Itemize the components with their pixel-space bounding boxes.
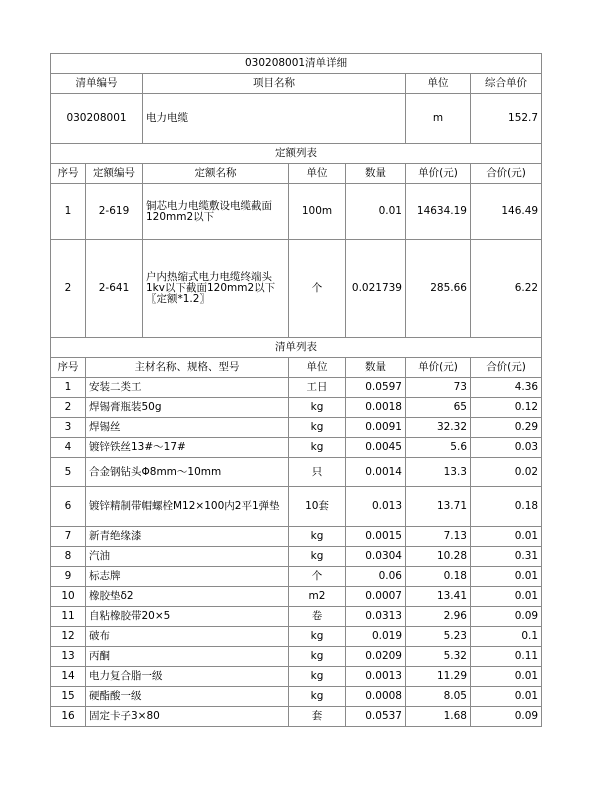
material-seq: 7 <box>51 527 86 547</box>
material-unit: kg <box>289 547 346 567</box>
material-name: 镀锌精制带帽螺栓M12×100内2平1弹垫 <box>86 487 289 527</box>
material-price: 73 <box>406 378 471 398</box>
material-row <box>51 378 542 398</box>
material-unit: 只 <box>289 458 346 487</box>
material-name-header: 主材名称、规格、型号 <box>86 358 289 378</box>
quota-qty: 0.01 <box>346 184 406 240</box>
material-name: 焊锡膏瓶装50g <box>86 398 289 418</box>
material-row <box>51 418 542 438</box>
material-row <box>51 547 542 567</box>
material-price: 11.29 <box>406 667 471 687</box>
quota-code-header: 定额编号 <box>86 164 143 184</box>
material-seq: 10 <box>51 587 86 607</box>
material-unit: 个 <box>289 567 346 587</box>
material-name: 破布 <box>86 627 289 647</box>
material-total: 0.18 <box>471 487 542 527</box>
bill-unit: m <box>406 94 471 144</box>
quota-header-row <box>51 164 542 184</box>
material-name: 镀锌铁丝13#～17# <box>86 438 289 458</box>
material-row <box>51 607 542 627</box>
title-row <box>51 54 542 74</box>
quota-code: 2-641 <box>86 240 143 338</box>
material-unit-header: 单位 <box>289 358 346 378</box>
material-qty: 0.0018 <box>346 398 406 418</box>
material-unit: kg <box>289 687 346 707</box>
material-unit: kg <box>289 627 346 647</box>
material-total: 0.09 <box>471 607 542 627</box>
material-row <box>51 527 542 547</box>
material-row <box>51 667 542 687</box>
material-price: 5.32 <box>406 647 471 667</box>
quota-unit: 个 <box>289 240 346 338</box>
material-total: 0.01 <box>471 527 542 547</box>
material-price: 13.71 <box>406 487 471 527</box>
material-seq: 13 <box>51 647 86 667</box>
quota-total: 146.49 <box>471 184 542 240</box>
material-seq: 14 <box>51 667 86 687</box>
material-qty: 0.013 <box>346 487 406 527</box>
quota-code: 2-619 <box>86 184 143 240</box>
material-seq-header: 序号 <box>51 358 86 378</box>
material-qty: 0.0597 <box>346 378 406 398</box>
bill-name-header: 项目名称 <box>143 74 406 94</box>
material-name: 焊锡丝 <box>86 418 289 438</box>
material-name: 新青绝缘漆 <box>86 527 289 547</box>
bill-code-header: 清单编号 <box>51 74 143 94</box>
material-qty: 0.0015 <box>346 527 406 547</box>
material-price: 5.6 <box>406 438 471 458</box>
quota-total-header: 合价(元) <box>471 164 542 184</box>
material-price: 1.68 <box>406 707 471 727</box>
material-total-header: 合价(元) <box>471 358 542 378</box>
material-unit: 10套 <box>289 487 346 527</box>
quota-section-title: 定额列表 <box>51 144 542 164</box>
material-seq: 5 <box>51 458 86 487</box>
material-total: 0.11 <box>471 647 542 667</box>
material-total: 4.36 <box>471 378 542 398</box>
material-price: 0.18 <box>406 567 471 587</box>
material-unit: kg <box>289 667 346 687</box>
bill-header-row <box>51 74 542 94</box>
material-name: 橡胶垫δ2 <box>86 587 289 607</box>
material-name: 合金钢钻头Φ8mm～10mm <box>86 458 289 487</box>
quota-qty: 0.021739 <box>346 240 406 338</box>
quota-row <box>51 184 542 240</box>
bill-row <box>51 94 542 144</box>
material-row <box>51 398 542 418</box>
material-unit: 工日 <box>289 378 346 398</box>
quota-seq-header: 序号 <box>51 164 86 184</box>
material-qty: 0.0537 <box>346 707 406 727</box>
material-price: 65 <box>406 398 471 418</box>
material-total: 0.02 <box>471 458 542 487</box>
material-seq: 12 <box>51 627 86 647</box>
material-name: 标志牌 <box>86 567 289 587</box>
material-name: 汽油 <box>86 547 289 567</box>
material-qty: 0.0008 <box>346 687 406 707</box>
material-qty: 0.0304 <box>346 547 406 567</box>
material-qty: 0.0313 <box>346 607 406 627</box>
quota-name-header: 定额名称 <box>143 164 289 184</box>
material-qty: 0.0091 <box>346 418 406 438</box>
material-name: 丙酮 <box>86 647 289 667</box>
material-qty: 0.06 <box>346 567 406 587</box>
material-seq: 16 <box>51 707 86 727</box>
material-qty: 0.0014 <box>346 458 406 487</box>
quota-name: 户内热缩式电力电缆终端头1kv以下截面120mm2以下〖定额*1.2〗 <box>143 240 289 338</box>
material-name: 电力复合脂一级 <box>86 667 289 687</box>
material-unit: m2 <box>289 587 346 607</box>
quota-seq: 1 <box>51 184 86 240</box>
material-row <box>51 587 542 607</box>
material-row <box>51 707 542 727</box>
material-total: 0.1 <box>471 627 542 647</box>
quota-price: 14634.19 <box>406 184 471 240</box>
material-unit: 卷 <box>289 607 346 627</box>
quota-section-row <box>51 144 542 164</box>
quota-unit-header: 单位 <box>289 164 346 184</box>
material-unit: kg <box>289 647 346 667</box>
material-price-header: 单价(元) <box>406 358 471 378</box>
material-row <box>51 627 542 647</box>
material-section-row <box>51 338 542 358</box>
material-price: 10.28 <box>406 547 471 567</box>
material-unit: kg <box>289 438 346 458</box>
material-unit: 套 <box>289 707 346 727</box>
bill-code: 030208001 <box>51 94 143 144</box>
bill-name: 电力电缆 <box>143 94 406 144</box>
material-total: 0.01 <box>471 567 542 587</box>
material-qty: 0.0013 <box>346 667 406 687</box>
material-price: 2.96 <box>406 607 471 627</box>
quota-price-header: 单价(元) <box>406 164 471 184</box>
material-name: 自粘橡胶带20×5 <box>86 607 289 627</box>
bill-unit-header: 单位 <box>406 74 471 94</box>
material-price: 32.32 <box>406 418 471 438</box>
quota-price: 285.66 <box>406 240 471 338</box>
material-name: 硬酯酸一级 <box>86 687 289 707</box>
material-row <box>51 567 542 587</box>
material-seq: 2 <box>51 398 86 418</box>
material-seq: 4 <box>51 438 86 458</box>
material-total: 0.01 <box>471 587 542 607</box>
material-total: 0.09 <box>471 707 542 727</box>
material-unit: kg <box>289 398 346 418</box>
quota-total: 6.22 <box>471 240 542 338</box>
material-name: 固定卡子3×80 <box>86 707 289 727</box>
material-seq: 1 <box>51 378 86 398</box>
quota-row <box>51 240 542 338</box>
quota-unit: 100m <box>289 184 346 240</box>
material-price: 13.3 <box>406 458 471 487</box>
material-row <box>51 687 542 707</box>
material-total: 0.29 <box>471 418 542 438</box>
material-price: 7.13 <box>406 527 471 547</box>
bill-price-header: 综合单价 <box>471 74 542 94</box>
material-name: 安装二类工 <box>86 378 289 398</box>
bill-detail-table <box>50 53 542 727</box>
material-unit: kg <box>289 418 346 438</box>
material-seq: 8 <box>51 547 86 567</box>
bill-price: 152.7 <box>471 94 542 144</box>
material-price: 8.05 <box>406 687 471 707</box>
material-seq: 6 <box>51 487 86 527</box>
material-price: 13.41 <box>406 587 471 607</box>
material-price: 5.23 <box>406 627 471 647</box>
material-qty: 0.0045 <box>346 438 406 458</box>
material-section-title: 清单列表 <box>51 338 542 358</box>
material-qty-header: 数量 <box>346 358 406 378</box>
material-row <box>51 487 542 527</box>
material-total: 0.01 <box>471 667 542 687</box>
material-total: 0.12 <box>471 398 542 418</box>
material-total: 0.31 <box>471 547 542 567</box>
quota-name: 铜芯电力电缆敷设电缆截面120mm2以下 <box>143 184 289 240</box>
material-total: 0.01 <box>471 687 542 707</box>
material-seq: 3 <box>51 418 86 438</box>
material-qty: 0.0209 <box>346 647 406 667</box>
material-seq: 11 <box>51 607 86 627</box>
material-row <box>51 647 542 667</box>
material-total: 0.03 <box>471 438 542 458</box>
material-unit: kg <box>289 527 346 547</box>
material-qty: 0.019 <box>346 627 406 647</box>
page-title: 030208001清单详细 <box>51 54 542 74</box>
material-header-row <box>51 358 542 378</box>
material-seq: 9 <box>51 567 86 587</box>
material-row <box>51 458 542 487</box>
quota-seq: 2 <box>51 240 86 338</box>
material-seq: 15 <box>51 687 86 707</box>
material-row <box>51 438 542 458</box>
material-qty: 0.0007 <box>346 587 406 607</box>
quota-qty-header: 数量 <box>346 164 406 184</box>
